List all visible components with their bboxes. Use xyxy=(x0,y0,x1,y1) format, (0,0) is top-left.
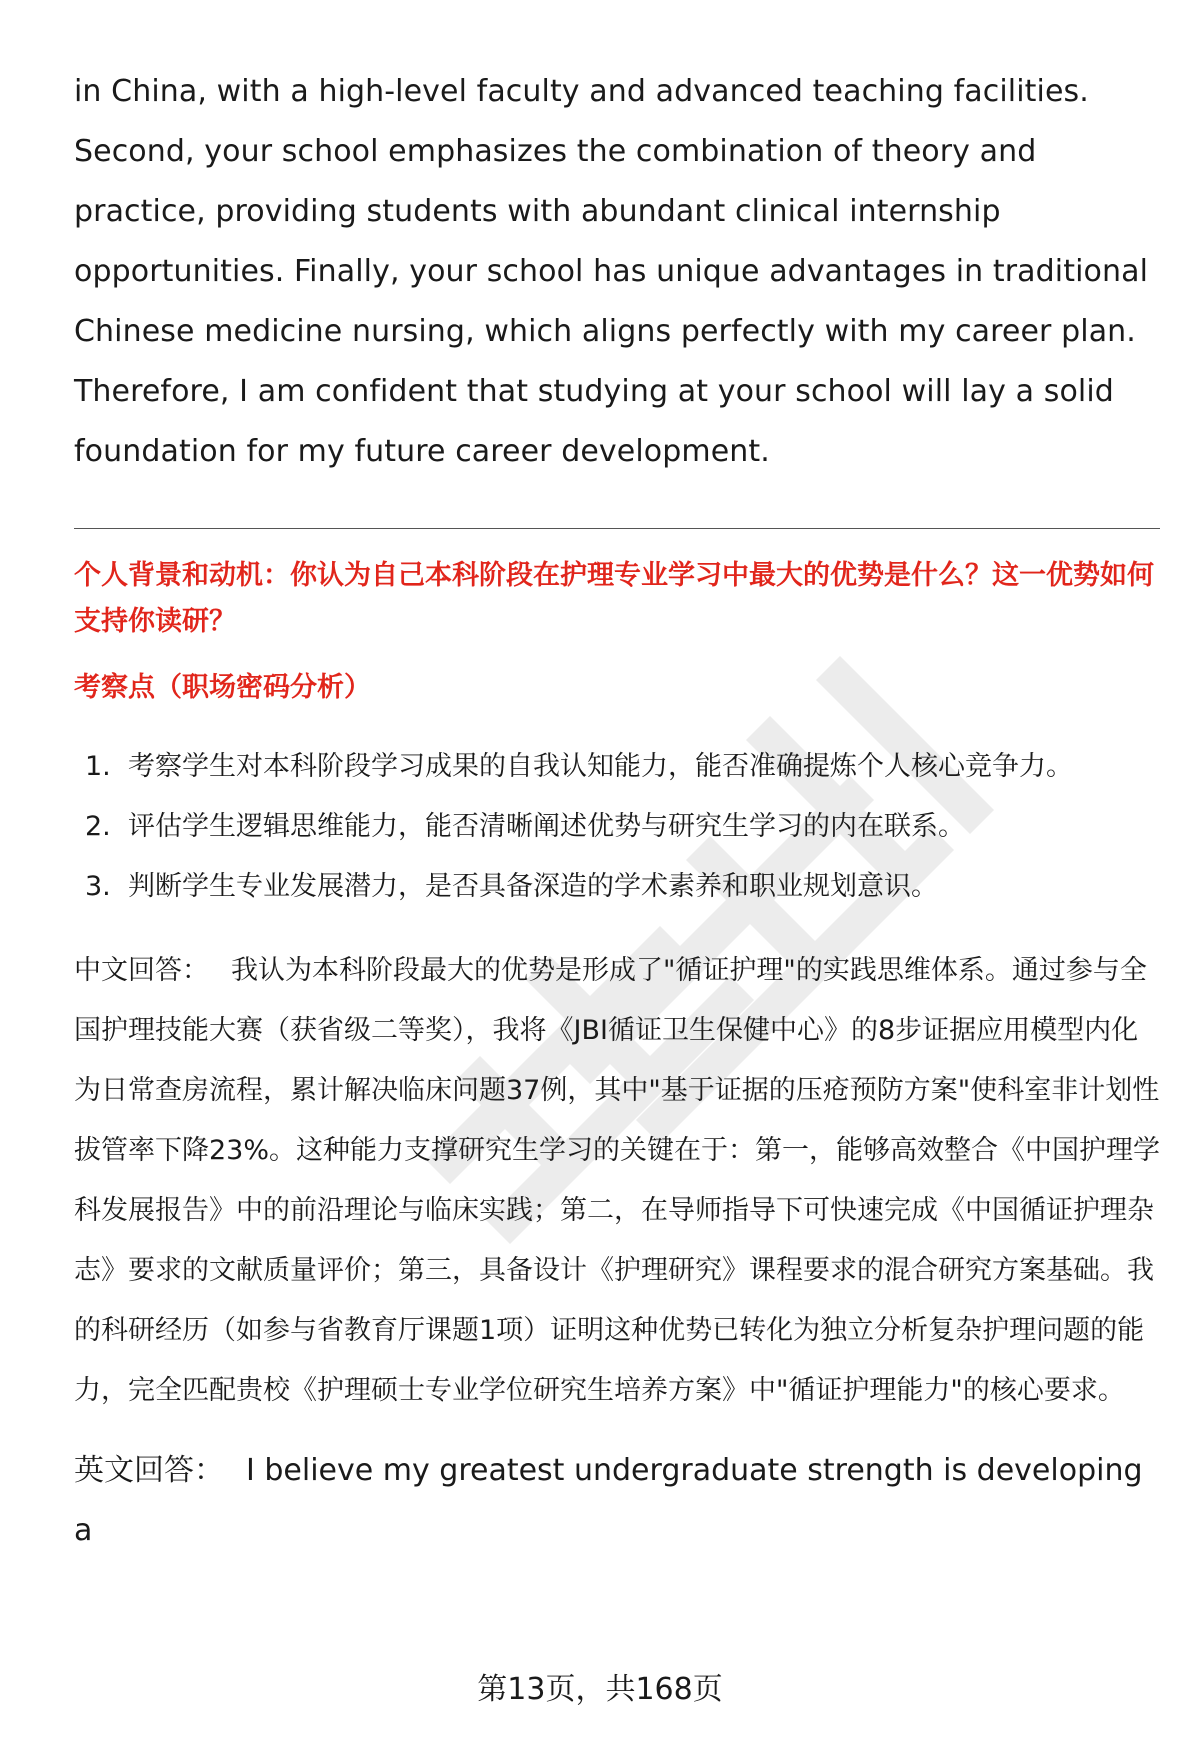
question-heading: 个人背景和动机：你认为自己本科阶段在护理专业学习中最大的优势是什么？这一优势如何支持你读研？ xyxy=(74,560,1154,637)
section-divider xyxy=(74,528,1160,529)
point-number: 3. xyxy=(85,871,111,902)
english-answer xyxy=(74,1441,1160,1561)
assessment-heading: 考察点（职场密码分析） xyxy=(74,672,371,703)
intro-paragraph: in China, with a high-level faculty and advanced teaching facilities. Second, your school emphasizes the combination of theory and practice, providing students with abundant clinical internship opportunities. Finally, your school has unique advantages in traditional Chinese medicine nursing, which aligns perfectly with my career plan. Therefore, I am confident that studying at your school will lay a solid foundation for my future career development. xyxy=(74,74,1149,469)
english-answer-text: I believe my greatest undergraduate strength is developing a xyxy=(74,1453,1143,1548)
point-number: 1. xyxy=(85,751,111,782)
chinese-answer-label: 中文回答： xyxy=(74,955,209,986)
english-answer-label: 英文回答： xyxy=(74,1453,224,1488)
page-content xyxy=(74,62,1160,1561)
assessment-point xyxy=(74,857,1160,917)
point-text: 判断学生专业发展潜力，是否具备深造的学术素养和职业规划意识。 xyxy=(128,871,938,902)
assessment-points-list xyxy=(74,737,1160,917)
point-text: 考察学生对本科阶段学习成果的自我认知能力，能否准确提炼个人核心竞争力。 xyxy=(128,751,1073,782)
assessment-point xyxy=(74,797,1160,857)
chinese-answer-text: 我认为本科阶段最大的优势是形成了"循证护理"的实践思维体系。通过参与全国护理技能大赛（获省级二等奖），我将《JBI循证卫生保健中心》的8步证据应用模型内化为日常查房流程，累计解决临床问题37例，其中"基于证据的压疮预防方案"使科室非计划性拔管率下降23%。这种能力支撑研究生学习的关键在于：第一，能够高效整合《中国护理学科发展报告》中的前沿理论与临床实践；第二，在导师指导下可快速完成《中国循证护理杂志》要求的文献质量评价；第三，具备设计《护理研究》课程要求的混合研究方案基础。我的科研经历（如参与省教育厅课题1项）证明这种优势已转化为独立分析复杂护理问题的能力，完全匹配贵校《护理硕士专业学位研究生培养方案》中"循证护理能力"的核心要求。 xyxy=(74,955,1161,1406)
point-text: 评估学生逻辑思维能力，能否清晰阐述优势与研究生学习的内在联系。 xyxy=(128,811,965,842)
chinese-answer xyxy=(74,941,1160,1421)
page-footer: 第13页，共168页 xyxy=(477,1672,723,1707)
point-number: 2. xyxy=(85,811,111,842)
assessment-point xyxy=(74,737,1160,797)
